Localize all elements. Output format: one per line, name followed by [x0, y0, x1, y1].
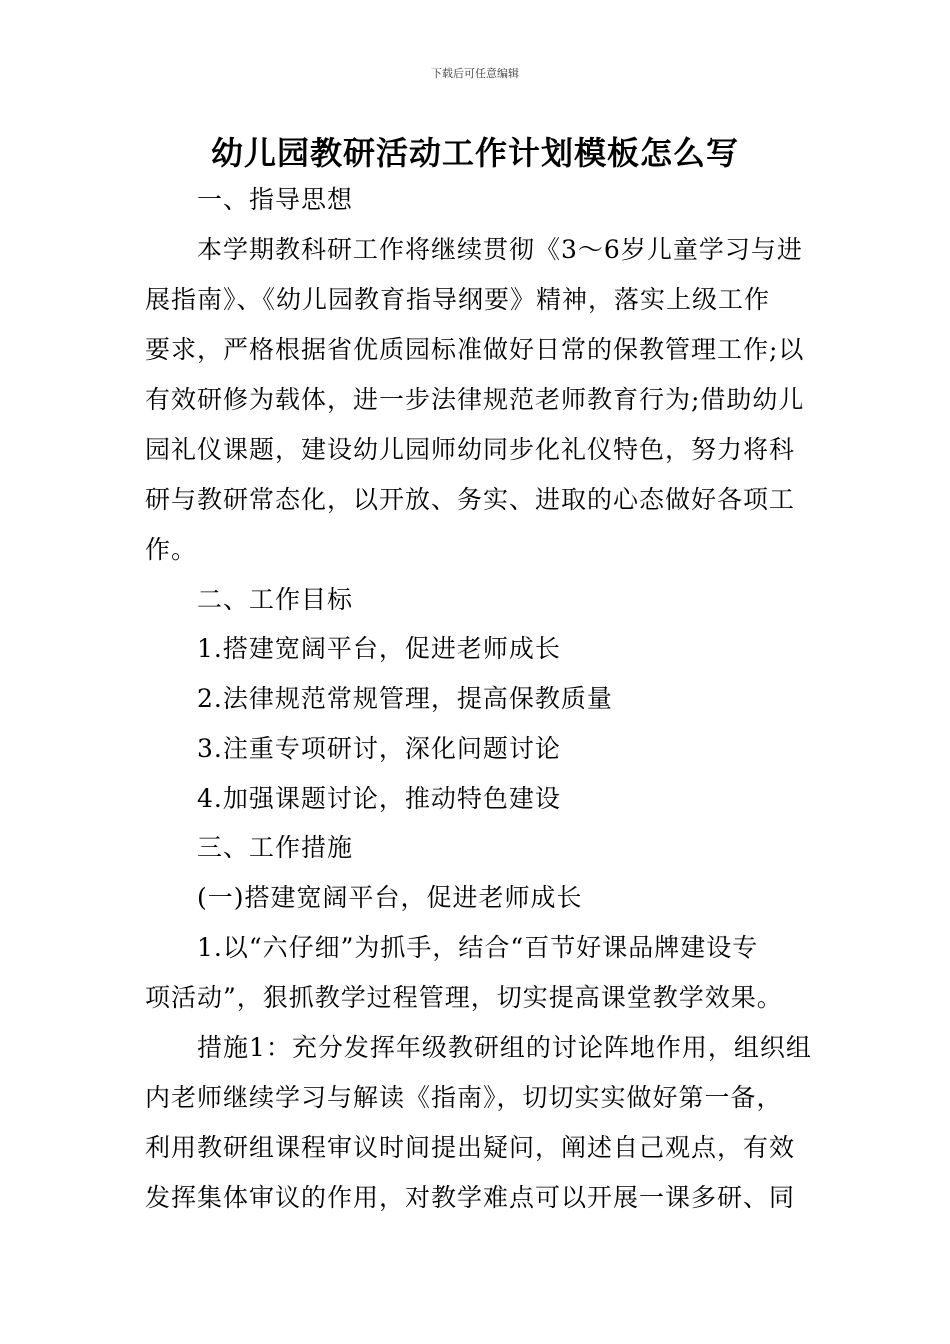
paragraph-line: 作。	[145, 535, 198, 564]
paragraph-line: 有效研修为载体，进一步法律规范老师教育行为;借助幼儿	[145, 385, 805, 414]
paragraph-line: 园礼仪课题，建设幼儿园师幼同步化礼仪特色，努力将科	[145, 435, 796, 464]
paragraph-line: 研与教研常态化，以开放、务实、进取的心态做好各项工	[145, 485, 796, 514]
paragraph-line: 内老师继续学习与解读《指南》，切切实实做好第一备，	[145, 1083, 783, 1112]
paragraph-line: 发挥集体审议的作用，对教学难点可以开展一课多研、同	[145, 1183, 796, 1212]
section-heading: 三、工作措施	[197, 833, 354, 862]
list-item: 2.法律规范常规管理，提高保教质量	[197, 684, 613, 713]
paragraph-line: 要求，严格根据省优质园标准做好日常的保教管理工作;以	[145, 335, 805, 364]
section-heading: 一、指导思想	[197, 185, 354, 214]
paragraph-line: 展指南》、《幼儿园教育指导纲要》精神，落实上级工作	[145, 285, 771, 314]
paragraph-line: 措施1：充分发挥年级教研组的讨论阵地作用，组织组	[197, 1033, 812, 1062]
paragraph-line: 本学期教科研工作将继续贯彻《3～6岁儿童学习与进	[197, 235, 803, 264]
paragraph-line: 利用教研组课程审议时间提出疑问，阐述自己观点，有效	[145, 1133, 796, 1162]
list-item: 1.搭建宽阔平台，促进老师成长	[197, 634, 561, 663]
document-title: 幼儿园教研活动工作计划模板怎么写	[210, 134, 739, 172]
page-header: 下载后可任意编辑	[431, 67, 519, 80]
paragraph-line: 项活动”，狠抓教学过程管理，切实提高课堂教学效果。	[145, 983, 783, 1012]
section-heading: 二、工作目标	[197, 585, 354, 614]
paragraph-line: 1.以“六仔细”为抓手，结合“百节好课品牌建设专	[197, 933, 759, 962]
list-item: 3.注重专项研讨，深化问题讨论	[197, 734, 561, 763]
list-item: 4.加强课题讨论，推动特色建设	[197, 784, 561, 813]
subsection-heading: (一)搭建宽阔平台，促进老师成长	[197, 883, 583, 912]
